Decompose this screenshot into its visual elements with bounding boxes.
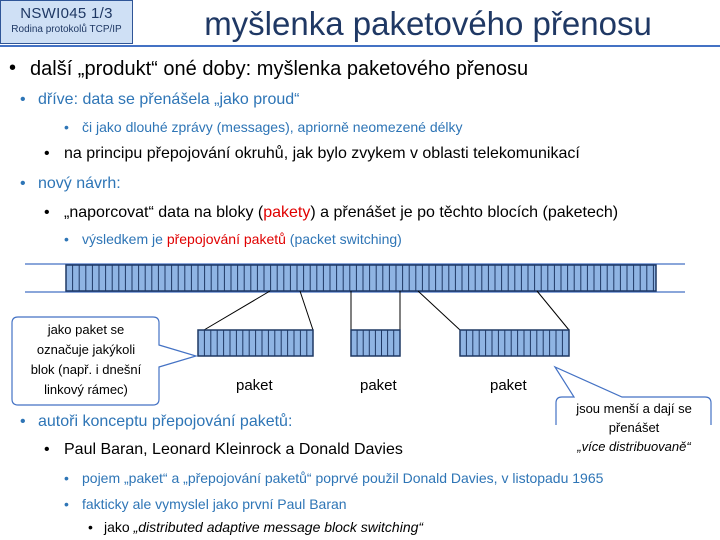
bullet-sub-authors: autoři konceptu přepojování paketů: (38, 413, 293, 430)
packet-label-3: paket (490, 377, 527, 394)
bullet-sub-earlier: dříve: data se přenášela „jako proud“ (38, 91, 300, 108)
bullet-subsub-messages: či jako dlouhé zprávy (messages), apriorně neomezené délky (82, 119, 463, 135)
highlight-packet-switching: přepojování paketů (166, 231, 286, 247)
bullet-sub-new-design: nový návrh: (38, 175, 121, 192)
bullet-dot-icon: • (64, 470, 69, 486)
packet-3 (460, 330, 569, 356)
connector-line (300, 291, 313, 330)
connector-line (418, 291, 460, 330)
callout-left-text: jako paket se označuje jakýkoli blok (např. i dnešní linkový rámec) (30, 322, 142, 397)
bullet-dot-icon: • (44, 204, 50, 221)
bullet-sub-circuits: na principu přepojování okruhů, jak bylo zvykem v oblasti telekomunikací (64, 145, 580, 162)
bullet-subsub-baran: fakticky ale vymyslel jako první Paul Baran (82, 496, 347, 512)
bullet-dot-icon: • (88, 519, 93, 535)
course-code: NSWI045 1/3 (20, 5, 113, 22)
connector-line (204, 291, 270, 330)
course-subtitle: Rodina protokolů TCP/IP (11, 24, 122, 35)
connector-line (537, 291, 569, 330)
bullet-subsubsub-term: jako „distributed adaptive message block switching“ (104, 519, 424, 535)
course-badge (0, 0, 133, 44)
bullet-dot-icon: • (9, 57, 17, 79)
bullet-dot-icon: • (20, 91, 26, 108)
bullet-dot-icon: • (64, 496, 69, 512)
bullet-dot-icon: • (64, 119, 69, 135)
bullet-subsub-result: výsledkem je přepojování paketů (packet switching) (82, 231, 402, 247)
slide-title: myšlenka paketového přenosu (204, 5, 652, 42)
header-divider (0, 45, 720, 47)
highlight-pakety: pakety (263, 204, 311, 221)
bullet-sub-chop: „naporcovat“ data na bloky (pakety) a přenášet je po těchto blocích (paketech) (64, 204, 619, 221)
bullet-sub-names: Paul Baran, Leonard Kleinrock a Donald Davies (64, 441, 403, 458)
bullet-dot-icon: • (20, 175, 26, 192)
callout-right-text: jsou menší a dají se přenášet „více distribuovaně“ (576, 401, 692, 454)
bullet-dot-icon: • (44, 145, 50, 162)
bullet-main-1: další „produkt“ oné doby: myšlenka paketového přenosu (30, 58, 529, 80)
packet-label-2: paket (360, 377, 397, 394)
packet-label-1: paket (236, 377, 273, 394)
bullet-subsub-davies: pojem „paket“ a „přepojování paketů“ poprvé použil Donald Davies, v listopadu 1965 (82, 470, 604, 486)
bullet-dot-icon: • (64, 231, 69, 247)
bullet-dot-icon: • (20, 413, 26, 430)
bullet-dot-icon: • (44, 441, 50, 458)
